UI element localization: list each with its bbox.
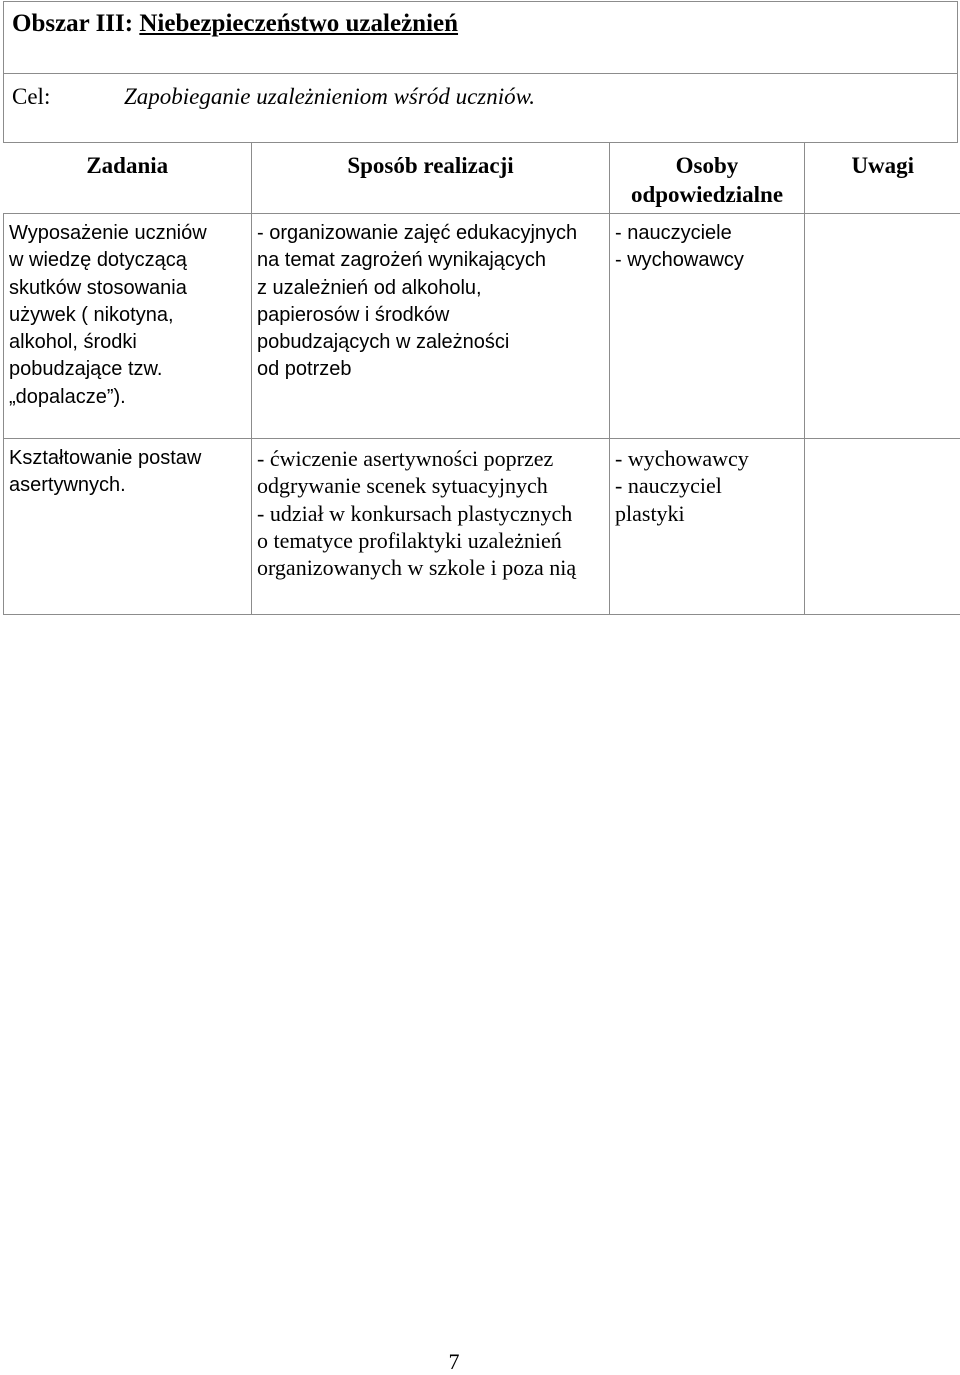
- method-line: na temat zagrożeń wynikających: [257, 249, 547, 272]
- task-line: „dopalacze”).: [9, 385, 126, 408]
- header-box: [3, 1, 958, 143]
- notes-cell: [805, 439, 960, 615]
- task-line: w wiedzę dotyczącą: [9, 249, 187, 272]
- column-header-notes: Uwagi: [851, 153, 915, 178]
- notes-cell: [805, 214, 960, 439]
- page-number: 7: [448, 1349, 460, 1374]
- task-line: alkohol, środki: [9, 331, 137, 354]
- column-header-responsible: [610, 143, 805, 214]
- method-line: papierosów i środków: [257, 303, 450, 326]
- task-line: skutków stosowania: [9, 276, 187, 299]
- task-line: Kształtowanie postaw: [9, 447, 202, 469]
- responsible-cell: [610, 214, 805, 439]
- method-line: - udział w konkursach plastycznych: [257, 500, 573, 526]
- task-line: asertywnych.: [9, 474, 126, 497]
- method-line: o tematyce profilaktyki uzależnień: [257, 527, 562, 553]
- goal-label: Cel:: [12, 84, 51, 109]
- column-header-method: Sposób realizacji: [252, 143, 610, 214]
- task-cell: [4, 214, 252, 439]
- responsible-line: - wychowawcy: [615, 446, 749, 471]
- responsible-line: - nauczyciele: [615, 222, 732, 244]
- header-divider: [4, 73, 957, 74]
- method-line: odgrywanie scenek sytuacyjnych: [257, 473, 548, 499]
- method-line: z uzależnień od alkoholu,: [257, 276, 482, 299]
- responsible-line: plastyki: [615, 500, 685, 526]
- method-cell: [252, 439, 610, 615]
- task-line: pobudzające tzw.: [9, 358, 163, 381]
- method-cell: [252, 214, 610, 439]
- title-prefix: Obszar III:: [12, 10, 134, 37]
- page-title: [12, 10, 458, 38]
- method-line: pobudzających w zależności: [257, 331, 510, 354]
- table-row: [4, 214, 960, 439]
- plan-table: [3, 143, 960, 615]
- responsible-line: - wychowawcy: [615, 249, 744, 272]
- column-header-responsible-text: Osoby odpowiedzialne: [630, 153, 784, 207]
- column-header-tasks: Zadania: [4, 143, 252, 214]
- method-line: - organizowanie zajęć edukacyjnych: [257, 222, 578, 244]
- responsible-line: - nauczyciel: [615, 473, 722, 499]
- title-topic: Niebezpieczeństwo uzależnień: [139, 10, 459, 37]
- task-line: Wyposażenie uczniów: [9, 222, 207, 244]
- table-row: [4, 439, 960, 615]
- table-header-row: [4, 143, 960, 214]
- goal-text: Zapobieganie uzależnieniom wśród uczniów.: [124, 84, 536, 109]
- task-cell: [4, 439, 252, 615]
- method-line: - ćwiczenie asertywności poprzez: [257, 446, 554, 471]
- task-line: używek ( nikotyna,: [9, 303, 174, 326]
- responsible-cell: [610, 439, 805, 615]
- method-line: od potrzeb: [257, 358, 352, 381]
- method-line: organizowanych w szkole i poza nią: [257, 555, 577, 581]
